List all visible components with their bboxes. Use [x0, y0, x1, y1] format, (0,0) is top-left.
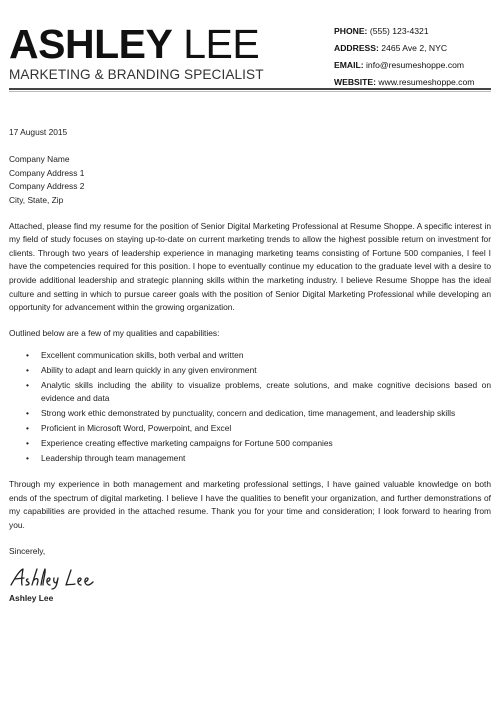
closing-paragraph: Through my experience in both management and marketing professional settings, I have gained valuable knowledge on both ends of the spectrum of digital marketing. I believe I have the qualities to benefit your organization, and further demonstrations of my capabilities are provided in the attached resume. Thank you for your time and consideration; I look forward to hearing from you. — [9, 479, 491, 531]
bullet-icon: • — [26, 379, 29, 390]
letter-header — [0, 0, 500, 96]
contact-address — [334, 40, 474, 57]
list-item-text: Proficient in Microsoft Word, Powerpoint, and Excel — [41, 422, 232, 433]
list-item — [9, 349, 491, 362]
letter-date: 17 August 2015 — [9, 127, 68, 137]
last-name: LEE — [183, 21, 260, 67]
contact-label: EMAIL: — [334, 60, 364, 70]
bullet-icon: • — [26, 365, 29, 376]
qualities-list — [9, 349, 491, 465]
handwritten-signature — [9, 566, 491, 588]
signature-image — [9, 566, 119, 590]
recipient-line: Company Address 2 — [9, 181, 85, 192]
applicant-name — [9, 22, 259, 66]
contact-block — [334, 23, 474, 91]
list-item-text: Ability to adapt and learn quickly in any given environment — [41, 365, 257, 376]
bullet-icon: • — [26, 422, 29, 433]
job-title: MARKETING & BRANDING SPECIALIST — [9, 67, 264, 82]
recipient-line: Company Name — [9, 154, 70, 165]
contact-value: info@resumeshoppe.com — [366, 60, 465, 70]
list-item — [9, 407, 491, 420]
recipient-address — [9, 153, 491, 207]
list-item-text: Excellent communication skills, both verbal and written — [41, 350, 244, 361]
contact-value: 2465 Ave 2, NYC — [381, 43, 448, 53]
list-item — [9, 364, 491, 377]
list-item — [9, 452, 491, 465]
qualities-intro: Outlined below are a few of my qualities and capabilities: — [9, 327, 220, 338]
bullet-icon: • — [26, 452, 29, 463]
list-item — [9, 422, 491, 435]
header-divider — [9, 88, 491, 90]
list-item — [9, 437, 491, 450]
header-divider-shadow — [9, 91, 491, 92]
list-item-text: Analytic skills including the ability to visualize problems, create solutions, and make cognitive decisions based on evidence and data — [41, 379, 491, 404]
recipient-line: City, State, Zip — [9, 194, 64, 205]
recipient-line: Company Address 1 — [9, 167, 85, 178]
list-item-text: Leadership through team management — [41, 452, 186, 463]
bullet-icon: • — [26, 437, 29, 448]
contact-email — [334, 57, 474, 74]
contact-phone — [334, 23, 474, 40]
list-item-text: Experience creating effective marketing campaigns for Fortune 500 companies — [41, 437, 333, 448]
opening-paragraph: Attached, please find my resume for the position of Senior Digital Marketing Professional at Resume Shoppe. A specific interest in my field of study focuses on staying up-to-date on current marketing trends to allow the highest possible return on investment for clients. Through two years of leadership experience in managing marketing teams consisting of Fortune 500 companies, I feel I have the competencies required for this position. I hope to eventually continue my education to the graduate level with a desire to provide additional leadership and strategic planning skills within the marketing industry. I believe Resume Shoppe has the ideal culture and setting in which to pursue career goals with the position of Senior Digital Marketing Professional while developing an opportunity for advancement within the growing organization. — [9, 220, 491, 313]
contact-label: PHONE: — [334, 26, 368, 36]
list-item-text: Strong work ethic demonstrated by punctuality, concern and dedication, time management, and leadership skills — [41, 408, 456, 419]
first-name: ASHLEY — [9, 21, 173, 67]
letter-body — [9, 126, 491, 606]
signer-name: Ashley Lee — [9, 593, 54, 604]
bullet-icon: • — [26, 408, 29, 419]
contact-label: ADDRESS: — [334, 43, 379, 53]
contact-label: WEBSITE: — [334, 77, 377, 87]
list-item — [9, 379, 491, 406]
bullet-icon: • — [26, 350, 29, 361]
closing-salutation: Sincerely, — [9, 545, 46, 556]
contact-value: (555) 123-4321 — [369, 26, 429, 36]
contact-value: www.resumeshoppe.com — [378, 77, 475, 87]
